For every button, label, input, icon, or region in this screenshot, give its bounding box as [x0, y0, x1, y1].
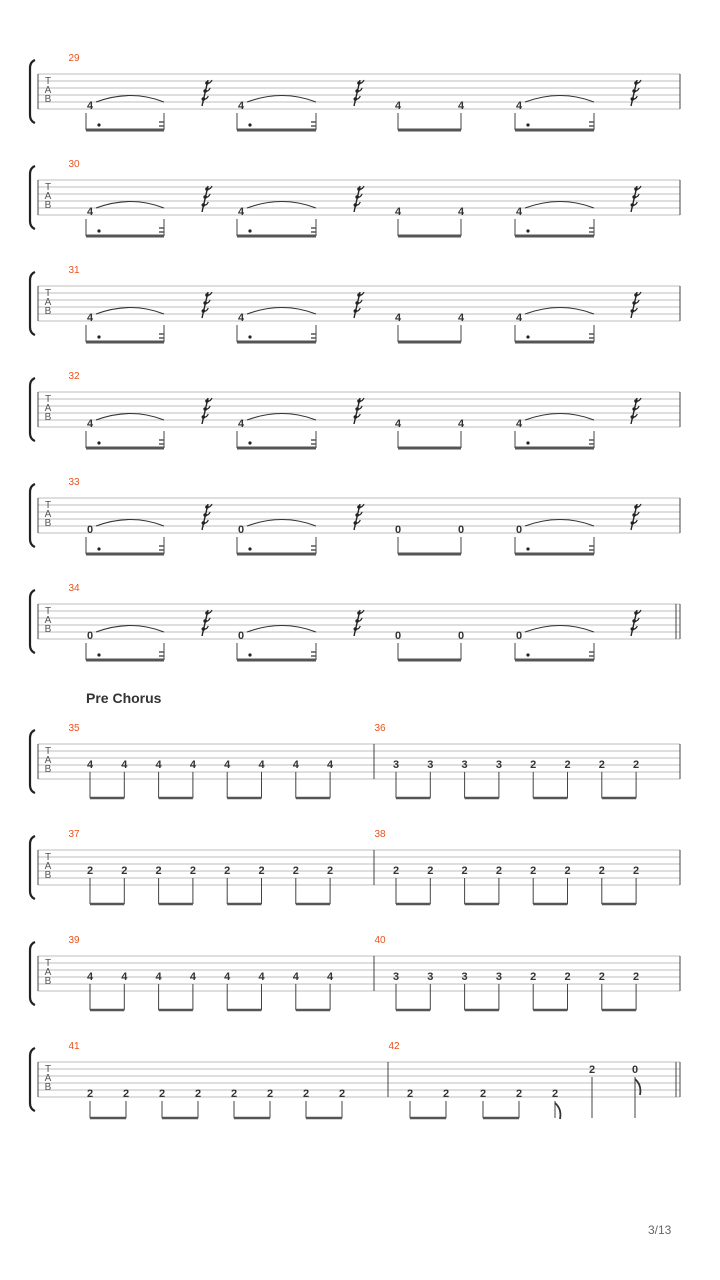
tab-fret-number: 0 [86, 630, 94, 642]
tab-fret-number: 4 [394, 418, 402, 430]
tab-fret-number: 4 [155, 759, 162, 771]
tab-clef-letter: T [44, 288, 52, 299]
tab-fret-number: 3 [495, 971, 502, 983]
system-bracket [30, 60, 35, 123]
tab-fret-number: 2 [155, 865, 162, 877]
tie-arc [525, 414, 594, 421]
tab-fret-number: 4 [515, 418, 523, 430]
tab-fret-number: 2 [258, 865, 265, 877]
system-bracket [30, 942, 35, 1005]
tab-system [30, 159, 680, 236]
tie-arc [525, 308, 594, 315]
tie-arc [96, 520, 164, 527]
tab-fret-number: 0 [237, 630, 245, 642]
tab-fret-number: 2 [327, 865, 334, 877]
tab-fret-number: 2 [598, 865, 605, 877]
tab-system [30, 265, 680, 342]
tie-arc [96, 202, 164, 209]
tab-fret-number: 4 [237, 312, 245, 324]
tab-fret-number: 3 [392, 759, 400, 771]
tab-clef-letter: T [44, 606, 52, 617]
note-flag [635, 1079, 640, 1095]
tab-system [30, 583, 680, 660]
measure-number: 40 [374, 935, 386, 946]
tab-clef-letter: A [44, 85, 52, 96]
tab-clef-letter: B [44, 412, 52, 423]
tab-fret-number: 4 [189, 759, 196, 771]
tab-clef-letter: B [44, 764, 52, 775]
tab-fret-number: 4 [86, 312, 94, 324]
tab-fret-number: 4 [155, 971, 162, 983]
tab-fret-number: 2 [564, 759, 571, 771]
tab-fret-number: 0 [631, 1064, 639, 1076]
tie-arc [247, 308, 316, 315]
measure-number: 42 [388, 1041, 400, 1052]
tab-fret-number: 2 [633, 971, 640, 983]
tab-fret-number: 4 [258, 759, 265, 771]
tab-fret-number: 2 [461, 865, 468, 877]
tab-fret-number: 2 [427, 865, 434, 877]
system-bracket [30, 1048, 35, 1111]
tab-fret-number: 4 [292, 759, 299, 771]
tab-clef-letter: T [44, 852, 52, 863]
tab-clef-letter: T [44, 182, 52, 193]
tab-clef-letter: T [44, 394, 52, 405]
tab-fret-number: 2 [551, 1088, 559, 1100]
tab-clef-letter: B [44, 1082, 52, 1093]
tab-fret-number: 2 [564, 971, 571, 983]
measure-number: 35 [68, 723, 80, 734]
tab-fret-number: 3 [392, 971, 400, 983]
dot [97, 441, 100, 444]
tie-arc [96, 414, 164, 421]
tab-fret-number: 2 [530, 865, 537, 877]
tab-fret-number: 2 [598, 971, 605, 983]
tab-system [30, 935, 680, 1010]
dot [526, 653, 529, 656]
tab-fret-number: 2 [588, 1064, 596, 1076]
measure-number: 34 [68, 583, 80, 594]
tie-arc [247, 414, 316, 421]
tab-fret-number: 4 [457, 206, 465, 218]
tab-fret-number: 2 [302, 1088, 310, 1100]
tab-fret-number: 0 [457, 524, 465, 536]
tab-fret-number: 2 [479, 1088, 487, 1100]
tie-arc [247, 626, 316, 633]
tab-fret-number: 2 [495, 865, 502, 877]
tab-fret-number: 2 [392, 865, 400, 877]
tab-fret-number: 2 [122, 1088, 130, 1100]
tie-arc [525, 626, 594, 633]
tab-fret-number: 2 [266, 1088, 274, 1100]
tab-fret-number: 4 [515, 100, 523, 112]
tab-fret-number: 4 [394, 312, 402, 324]
tab-clef-letter: B [44, 624, 52, 635]
tab-fret-number: 0 [86, 524, 94, 536]
measure-number: 41 [68, 1041, 80, 1052]
tab-clef-letter: A [44, 191, 52, 202]
tab-fret-number: 2 [292, 865, 299, 877]
measure-number: 38 [374, 829, 386, 840]
tab-fret-number: 2 [338, 1088, 346, 1100]
tab-clef-letter: T [44, 958, 52, 969]
tab-clef-letter: B [44, 306, 52, 317]
tab-fret-number: 2 [189, 865, 196, 877]
tab-fret-number: 4 [258, 971, 265, 983]
tab-fret-number: 2 [564, 865, 571, 877]
tab-fret-number: 2 [86, 1088, 94, 1100]
tab-fret-number: 2 [530, 971, 537, 983]
tab-fret-number: 3 [427, 971, 434, 983]
measure-number: 32 [68, 371, 80, 382]
tab-fret-number: 4 [121, 971, 128, 983]
tab-fret-number: 0 [515, 524, 523, 536]
dot [526, 335, 529, 338]
tab-clef-letter: B [44, 94, 52, 105]
tab-fret-number: 4 [86, 971, 94, 983]
dot [97, 547, 100, 550]
tab-clef-letter: A [44, 861, 52, 872]
dot [248, 547, 251, 550]
tab-clef-letter: B [44, 870, 52, 881]
tab-system [30, 53, 680, 130]
system-bracket [30, 836, 35, 899]
measure-number: 31 [68, 265, 80, 276]
measure-number: 30 [68, 159, 80, 170]
tab-system [30, 477, 680, 554]
tab-fret-number: 3 [461, 759, 468, 771]
tie-arc [247, 520, 316, 527]
tab-fret-number: 3 [427, 759, 434, 771]
tie-arc [96, 626, 164, 633]
dot [526, 229, 529, 232]
page-number: 3/13 [648, 1223, 672, 1237]
system-bracket [30, 730, 35, 793]
tab-fret-number: 4 [237, 100, 245, 112]
tab-fret-number: 4 [457, 418, 465, 430]
tab-fret-number: 4 [457, 100, 465, 112]
tab-fret-number: 2 [194, 1088, 202, 1100]
tab-fret-number: 0 [515, 630, 523, 642]
tab-fret-number: 4 [394, 100, 402, 112]
tab-fret-number: 3 [461, 971, 468, 983]
tab-system [30, 723, 680, 798]
tab-clef-letter: T [44, 76, 52, 87]
tab-fret-number: 4 [237, 418, 245, 430]
tab-fret-number: 4 [327, 971, 334, 983]
tie-arc [525, 202, 594, 209]
tab-fret-number: 2 [530, 759, 537, 771]
tab-fret-number: 0 [394, 524, 402, 536]
tab-fret-number: 2 [121, 865, 128, 877]
tab-fret-number: 4 [86, 206, 94, 218]
tab-fret-number: 4 [237, 206, 245, 218]
tab-fret-number: 4 [86, 418, 94, 430]
system-bracket [30, 590, 35, 653]
dot [248, 229, 251, 232]
tie-arc [247, 202, 316, 209]
dot [248, 335, 251, 338]
dot [248, 653, 251, 656]
measure-number: 36 [374, 723, 386, 734]
tab-fret-number: 4 [224, 971, 231, 983]
tab-fret-number: 2 [158, 1088, 166, 1100]
section-label-pre-chorus: Pre Chorus [86, 690, 162, 706]
measure-number: 39 [68, 935, 80, 946]
dot [526, 547, 529, 550]
system-bracket [30, 484, 35, 547]
tab-fret-number: 2 [230, 1088, 238, 1100]
tab-fret-number: 4 [515, 312, 523, 324]
tab-fret-number: 4 [189, 971, 196, 983]
tab-fret-number: 4 [86, 759, 94, 771]
tab-fret-number: 2 [633, 759, 640, 771]
tie-arc [96, 96, 164, 103]
dot [97, 229, 100, 232]
tab-clef-letter: B [44, 518, 52, 529]
tab-fret-number: 0 [237, 524, 245, 536]
system-bracket [30, 378, 35, 441]
tab-fret-number: 0 [457, 630, 465, 642]
dot [526, 441, 529, 444]
system-bracket [30, 166, 35, 229]
tab-system [30, 1041, 680, 1119]
tab-fret-number: 2 [515, 1088, 523, 1100]
tab-fret-number: 4 [86, 100, 94, 112]
tab-clef-letter: T [44, 500, 52, 511]
tab-fret-number: 3 [495, 759, 502, 771]
tab-clef-letter: A [44, 403, 52, 414]
tab-fret-number: 4 [292, 971, 299, 983]
tab-fret-number: 4 [457, 312, 465, 324]
tab-fret-number: 2 [633, 865, 640, 877]
tab-system [30, 829, 680, 904]
dot [248, 441, 251, 444]
dot [248, 123, 251, 126]
measure-number: 29 [68, 53, 80, 64]
tab-clef-letter: A [44, 509, 52, 520]
tab-clef-letter: A [44, 615, 52, 626]
measure-number: 33 [68, 477, 80, 488]
tab-fret-number: 0 [394, 630, 402, 642]
tie-arc [525, 520, 594, 527]
tab-fret-number: 2 [598, 759, 605, 771]
tab-fret-number: 2 [86, 865, 94, 877]
dot [526, 123, 529, 126]
tab-fret-number: 2 [442, 1088, 450, 1100]
tab-clef-letter: T [44, 746, 52, 757]
tab-clef-letter: A [44, 297, 52, 308]
tab-clef-letter: B [44, 200, 52, 211]
tab-fret-number: 4 [121, 759, 128, 771]
tab-clef-letter: A [44, 1073, 52, 1084]
measure-number: 37 [68, 829, 80, 840]
note-flag [555, 1103, 560, 1119]
tie-arc [525, 96, 594, 103]
dot [97, 335, 100, 338]
tab-fret-number: 4 [224, 759, 231, 771]
tab-clef-letter: T [44, 1064, 52, 1075]
tab-fret-number: 4 [327, 759, 334, 771]
tie-arc [247, 96, 316, 103]
tab-fret-number: 4 [394, 206, 402, 218]
tab-fret-number: 2 [406, 1088, 414, 1100]
dot [97, 123, 100, 126]
tab-system [30, 371, 680, 448]
tab-fret-number: 4 [515, 206, 523, 218]
system-bracket [30, 272, 35, 335]
dot [97, 653, 100, 656]
tab-clef-letter: B [44, 976, 52, 987]
tab-clef-letter: A [44, 967, 52, 978]
tab-clef-letter: A [44, 755, 52, 766]
tab-fret-number: 2 [224, 865, 231, 877]
tie-arc [96, 308, 164, 315]
